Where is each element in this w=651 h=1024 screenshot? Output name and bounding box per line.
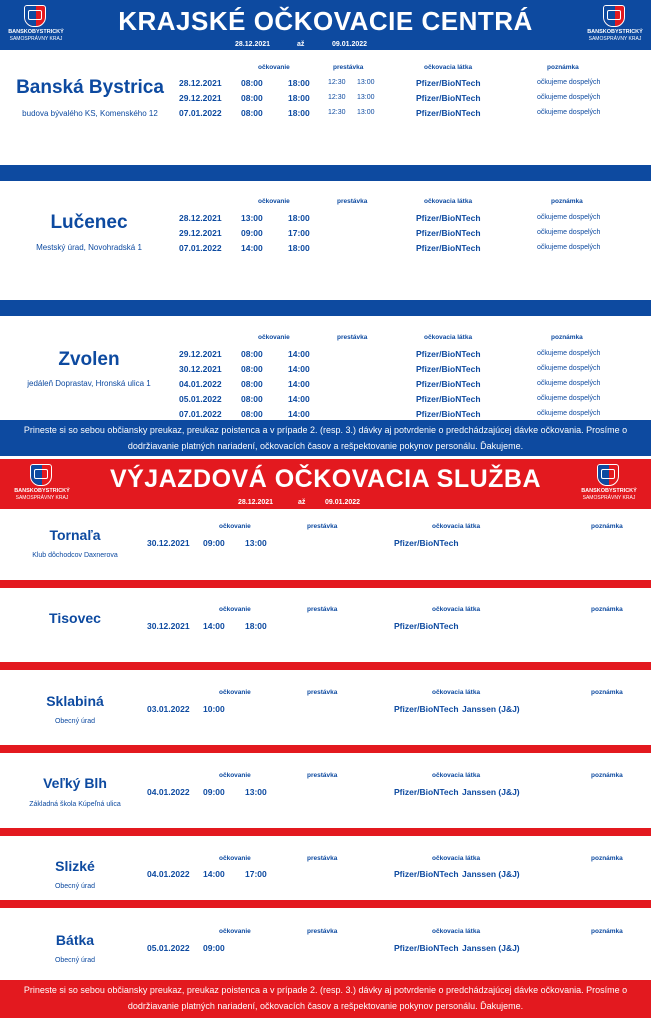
col-header-substance: očkovacia látka [432,689,481,696]
stop-substance: Pfizer/BioNTech [394,621,459,631]
row-note: očkujeme dospelých [537,109,601,116]
col-header-substance: očkovacia látka [432,523,481,530]
logo-line2: SAMOSPRÁVNY KRAJ [9,36,63,42]
col-header-note: poznámka [591,606,623,613]
col-header-vaccination: očkovanie [219,855,251,862]
col-header-note: poznámka [591,772,623,779]
col-header-break: prestávka [333,64,364,71]
col-header-substance: očkovacia látka [432,772,481,779]
stop-substance: Pfizer/BioNTech [394,538,459,548]
col-header-substance: očkovacia látka [424,64,473,71]
col-header-substance: očkovacia látka [424,198,473,205]
mobile-title: VÝJAZDOVÁ OČKOVACIA SLUŽBA [109,465,542,493]
col-header-vaccination: očkovanie [219,606,251,613]
stop-name: Bátka [55,932,95,948]
stop-place: Obecný úrad [54,957,96,964]
col-header-substance: očkovacia látka [432,928,481,935]
col-header-note: poznámka [551,334,583,341]
row-to: 17:00 [288,228,310,238]
row-substance: Pfizer/BioNTech [416,394,481,404]
center-name: Zvolen [58,349,120,370]
row-from: 08:00 [241,364,263,374]
regional-title: KRAJSKÉ OČKOVACIE CENTRÁ [118,6,533,36]
row-note: očkujeme dospelých [537,380,601,387]
stop-name: Tisovec [49,610,101,626]
row-date: 30.12.2021 [179,364,222,374]
stop-from: 09:00 [203,787,225,797]
stop-substance2: Janssen (J&J) [462,704,520,714]
col-header-vaccination: očkovanie [219,772,251,779]
col-header-note: poznámka [591,928,623,935]
row-from: 08:00 [241,379,263,389]
col-header-break: prestávka [307,855,338,862]
row-note: očkujeme dospelých [537,395,601,402]
row-from: 13:00 [241,213,263,223]
row-note: očkujeme dospelých [537,94,601,101]
logo-line1: BANSKOBYSTRICKÝ [587,29,643,35]
row-note: očkujeme dospelých [537,244,601,251]
stop-substance: Pfizer/BioNTech [394,869,459,879]
row-date: 29.12.2021 [179,228,222,238]
regional-date-to: 09.01.2022 [332,41,368,48]
regional-date-from: 28.12.2021 [235,41,271,48]
row-substance: Pfizer/BioNTech [416,349,481,359]
row-from: 08:00 [241,394,263,404]
col-header-break: prestávka [337,334,368,341]
section-divider [0,165,651,181]
row-substance: Pfizer/BioNTech [416,78,481,88]
col-header-vaccination: očkovanie [258,64,290,71]
col-header-break: prestávka [307,606,338,613]
regional-date-sep: až [297,41,305,48]
row-date: 07.01.2022 [179,409,222,419]
col-header-vaccination: očkovanie [219,928,251,935]
col-header-vaccination: očkovanie [258,198,290,205]
row-note: očkujeme dospelých [537,350,601,357]
row-to: 14:00 [288,409,310,419]
row-to: 18:00 [288,93,310,103]
center-address: jedáleň Doprastav, Hronská ulica 1 [27,379,151,388]
stop-place: Obecný úrad [54,883,96,890]
stop-to: 13:00 [245,787,267,797]
section-divider [0,300,651,316]
row-to: 18:00 [288,213,310,223]
center-address: budova bývalého KS, Komenského 12 [22,109,158,118]
stop-date: 04.01.2022 [147,787,190,797]
col-header-note: poznámka [591,523,623,530]
stop-substance: Pfizer/BioNTech [394,704,459,714]
stop-date: 04.01.2022 [147,869,190,879]
row-break-to: 13:00 [357,94,375,101]
col-header-vaccination: očkovanie [258,334,290,341]
col-header-note: poznámka [551,198,583,205]
logo-line1: BANSKOBYSTRICKÝ [8,29,64,35]
row-to: 18:00 [288,108,310,118]
row-substance: Pfizer/BioNTech [416,379,481,389]
row-date: 29.12.2021 [179,349,222,359]
row-from: 09:00 [241,228,263,238]
col-header-break: prestávka [307,689,338,696]
row-from: 08:00 [241,349,263,359]
section-divider [0,745,651,753]
row-break-to: 13:00 [357,109,375,116]
col-header-note: poznámka [547,64,579,71]
row-break-from: 12:30 [328,79,346,86]
row-date: 05.01.2022 [179,394,222,404]
row-break-to: 13:00 [357,79,375,86]
row-note: očkujeme dospelých [537,229,601,236]
col-header-vaccination: očkovanie [219,689,251,696]
row-date: 07.01.2022 [179,108,222,118]
stop-from: 10:00 [203,704,225,714]
center-name: Banská Bystrica [16,77,164,98]
mobile-notice: Prineste si so sebou občiansky preukaz, preukaz poistenca a v prípade 2. (resp. 3.) dávky aj potvrdenie o predchádzajúcej dávke očkovania. Prosíme o dodržiavanie platných nariadení, očkovacích časov a rešpektovanie pokynov personálu. Ďakujeme. [0,980,651,1018]
row-from: 08:00 [241,93,263,103]
col-header-substance: očkovacia látka [432,606,481,613]
stop-name: Veľký Blh [43,775,107,791]
row-note: očkujeme dospelých [537,79,601,86]
stop-substance2: Janssen (J&J) [462,869,520,879]
stop-date: 05.01.2022 [147,943,190,953]
col-header-note: poznámka [591,855,623,862]
row-from: 14:00 [241,243,263,253]
row-to: 14:00 [288,349,310,359]
stop-name: Slizké [55,858,95,874]
stop-place: Základná škola Kúpeľná ulica [29,801,121,808]
row-to: 14:00 [288,394,310,404]
stop-to: 18:00 [245,621,267,631]
row-from: 08:00 [241,409,263,419]
logo-line2: SAMOSPRÁVNY KRAJ [582,495,636,501]
section-divider [0,662,651,670]
stop-date: 30.12.2021 [147,621,190,631]
row-substance: Pfizer/BioNTech [416,243,481,253]
stop-to: 13:00 [245,538,267,548]
center-name: Lučenec [50,212,128,233]
stop-date: 30.12.2021 [147,538,190,548]
stop-place: Klub dôchodcov Daxnerova [32,552,118,559]
stop-substance2: Janssen (J&J) [462,787,520,797]
center-address: Mestský úrad, Novohradská 1 [36,243,142,252]
stop-substance: Pfizer/BioNTech [394,943,459,953]
stop-place: Obecný úrad [54,718,96,725]
row-date: 28.12.2021 [179,213,222,223]
row-date: 04.01.2022 [179,379,222,389]
mobile-date-from: 28.12.2021 [238,499,274,506]
regional-notice: Prineste si so sebou občiansky preukaz, preukaz poistenca a v prípade 2. (resp. 3.) dávky aj potvrdenie o predchádzajúcej dávke očkovania. Prosíme o dodržiavanie platných nariadení, očkovacích časov a rešpektovanie pokynov personálu. Ďakujeme. [0,420,651,456]
section-divider [0,828,651,836]
section-divider [0,580,651,588]
col-header-note: poznámka [591,689,623,696]
row-to: 18:00 [288,243,310,253]
row-to: 18:00 [288,78,310,88]
stop-date: 03.01.2022 [147,704,190,714]
row-date: 28.12.2021 [179,78,222,88]
row-to: 14:00 [288,364,310,374]
col-header-substance: očkovacia látka [424,334,473,341]
logo-line2: SAMOSPRÁVNY KRAJ [15,495,69,501]
stop-from: 09:00 [203,943,225,953]
col-header-break: prestávka [307,772,338,779]
stop-from: 14:00 [203,621,225,631]
stop-to: 17:00 [245,869,267,879]
col-header-break: prestávka [307,523,338,530]
col-header-break: prestávka [307,928,338,935]
row-substance: Pfizer/BioNTech [416,364,481,374]
row-substance: Pfizer/BioNTech [416,409,481,419]
stop-name: Sklabiná [46,693,104,709]
row-from: 08:00 [241,78,263,88]
row-substance: Pfizer/BioNTech [416,108,481,118]
stop-name: Tornaľa [49,527,101,543]
row-note: očkujeme dospelých [537,410,601,417]
row-from: 08:00 [241,108,263,118]
stop-from: 09:00 [203,538,225,548]
logo-line1: BANSKOBYSTRICKÝ [14,488,70,494]
row-substance: Pfizer/BioNTech [416,93,481,103]
stop-substance2: Janssen (J&J) [462,943,520,953]
stop-substance: Pfizer/BioNTech [394,787,459,797]
row-substance: Pfizer/BioNTech [416,213,481,223]
row-break-from: 12:30 [328,94,346,101]
col-header-break: prestávka [337,198,368,205]
row-note: očkujeme dospelých [537,214,601,221]
mobile-date-to: 09.01.2022 [325,499,361,506]
row-date: 29.12.2021 [179,93,222,103]
stop-from: 14:00 [203,869,225,879]
logo-line2: SAMOSPRÁVNY KRAJ [588,36,642,42]
logo-line1: BANSKOBYSTRICKÝ [581,488,637,494]
mobile-date-sep: až [298,499,306,506]
section-divider [0,900,651,908]
row-note: očkujeme dospelých [537,365,601,372]
col-header-vaccination: očkovanie [219,523,251,530]
row-substance: Pfizer/BioNTech [416,228,481,238]
row-date: 07.01.2022 [179,243,222,253]
row-break-from: 12:30 [328,109,346,116]
col-header-substance: očkovacia látka [432,855,481,862]
row-to: 14:00 [288,379,310,389]
